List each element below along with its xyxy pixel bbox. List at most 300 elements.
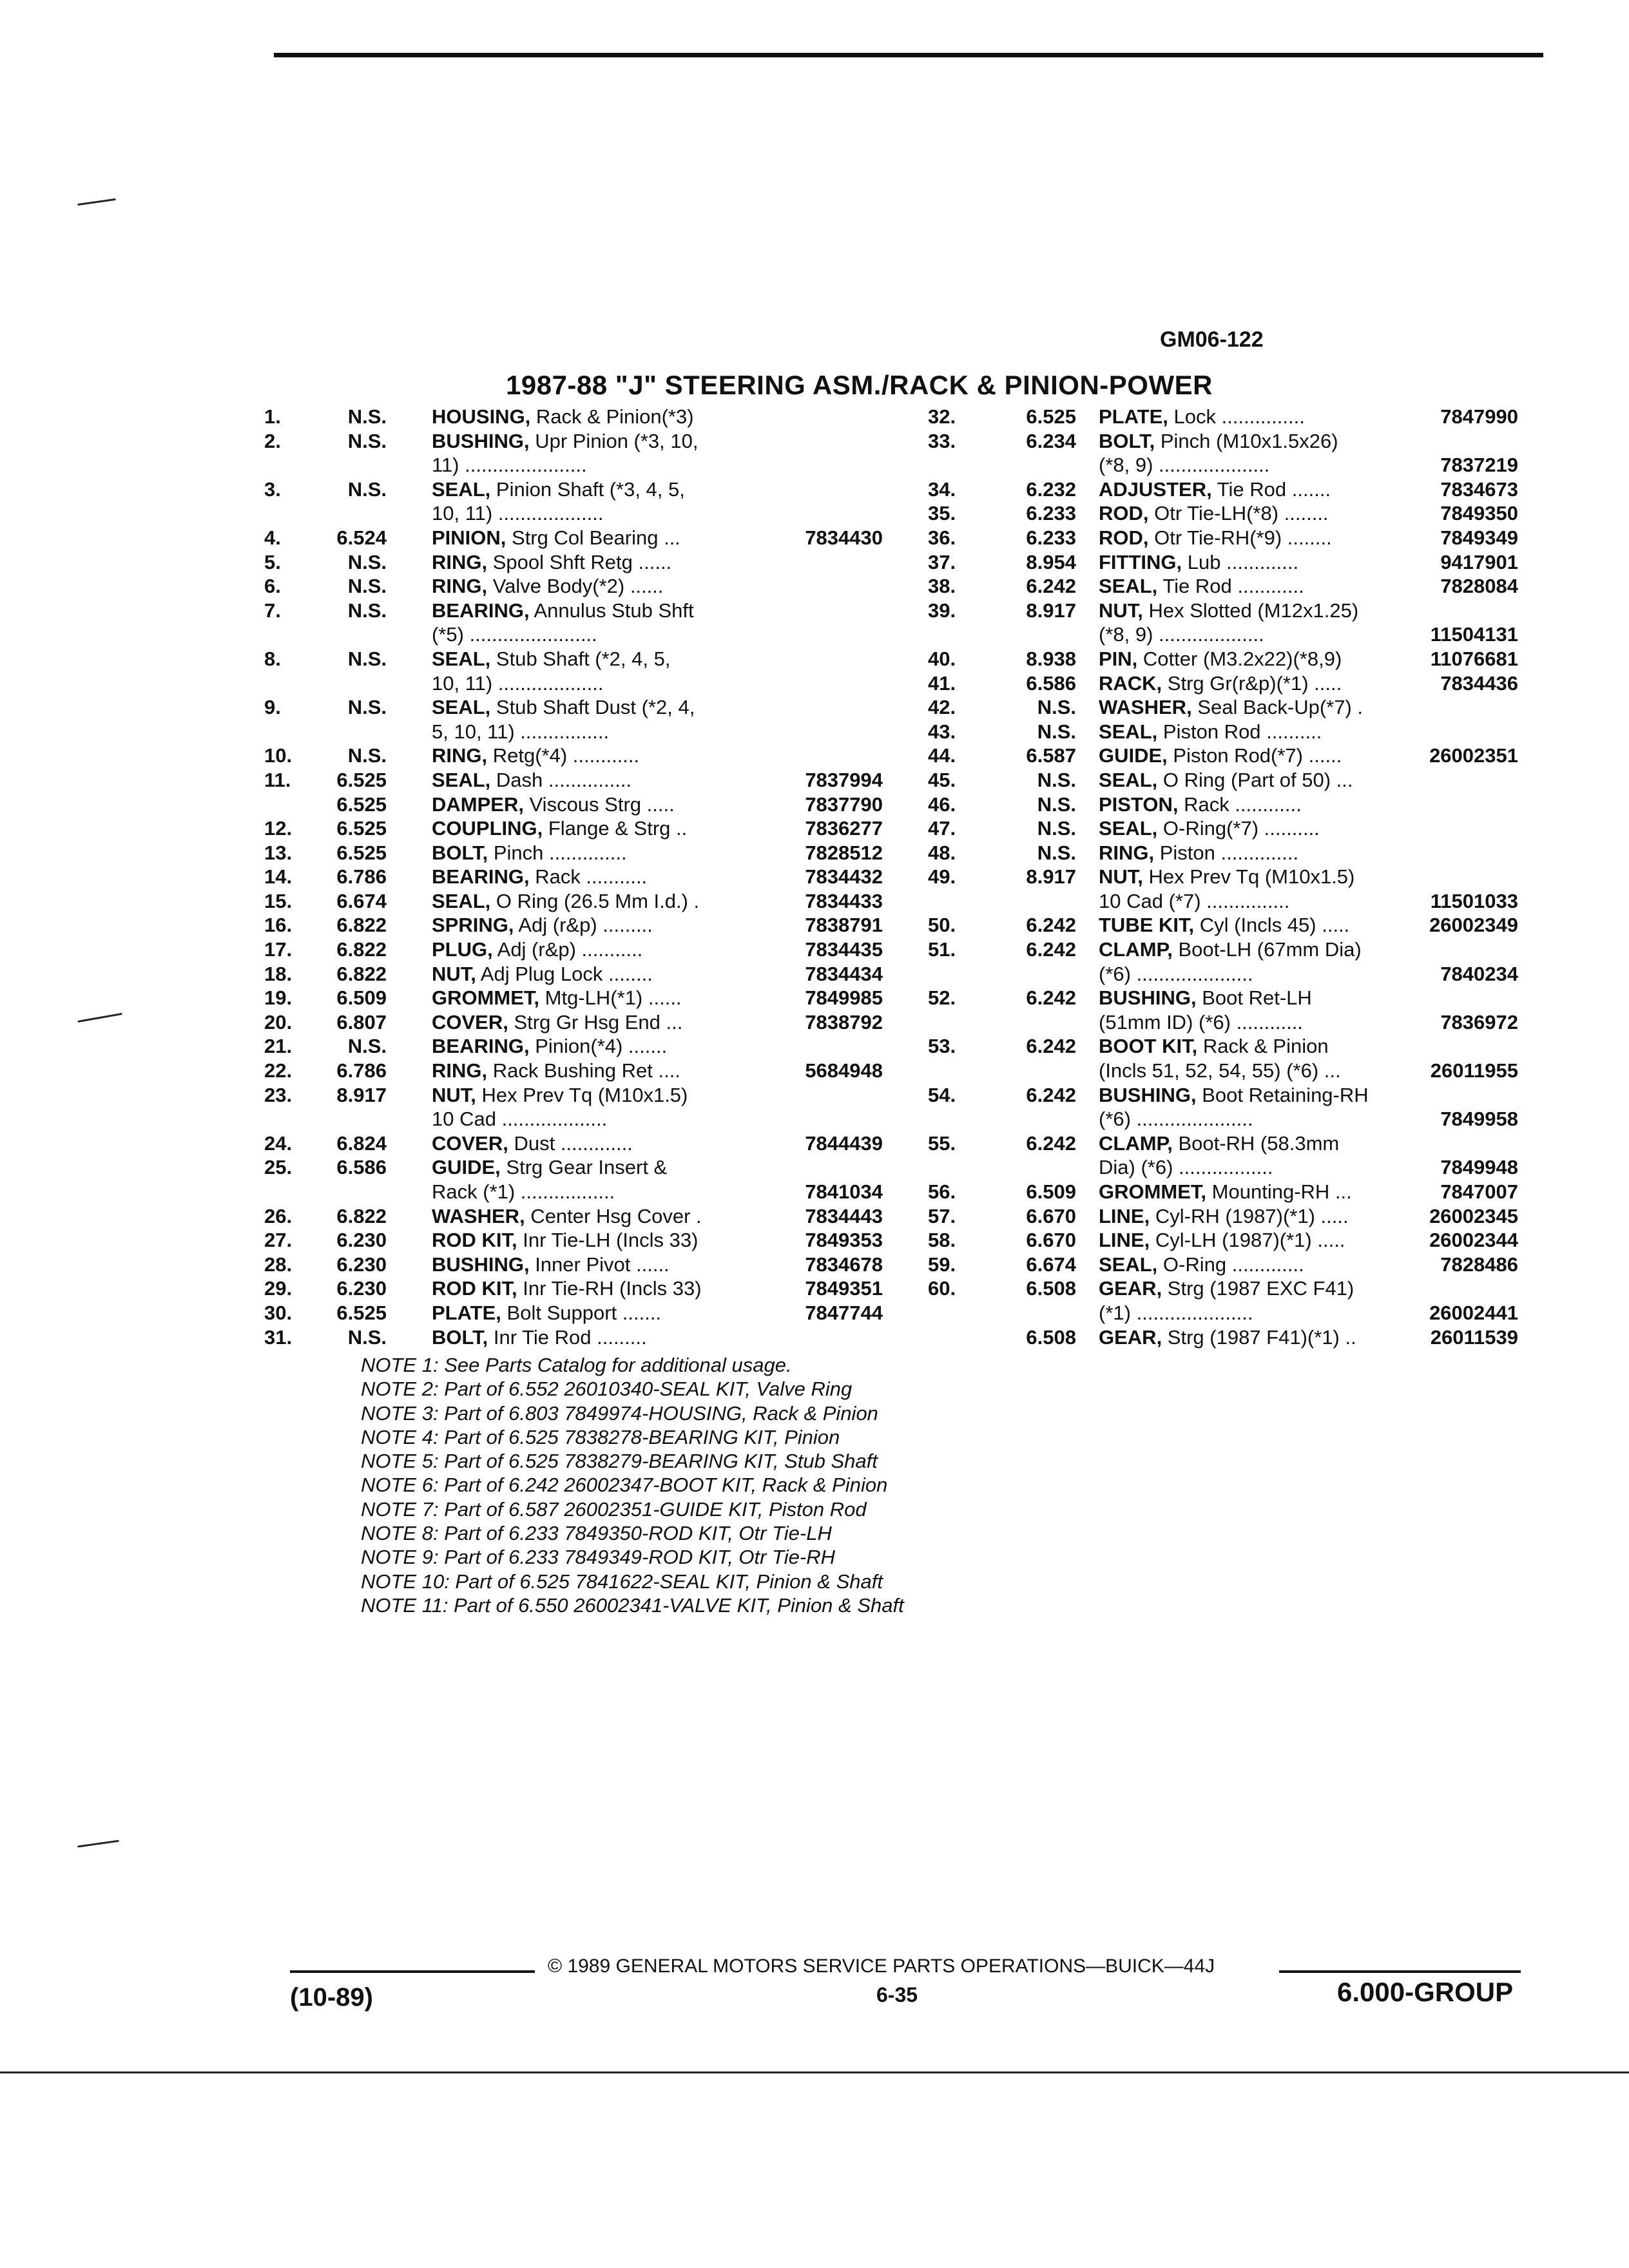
- part-description: [432, 695, 793, 720]
- note-line: NOTE 1: See Parts Catalog for additional usage.: [361, 1354, 792, 1376]
- parts-row: [264, 622, 909, 647]
- part-number: 7847744: [805, 1301, 883, 1324]
- part-name: GEAR,: [1099, 1277, 1162, 1300]
- part-description: [1099, 865, 1460, 889]
- parts-row: [928, 1107, 1540, 1131]
- parts-row: [264, 1253, 909, 1277]
- part-detail: Otr Tie-RH(*9) ........: [1148, 526, 1332, 549]
- part-description: [432, 671, 793, 696]
- parts-row: [264, 647, 909, 671]
- part-description: [1099, 720, 1460, 744]
- part-number: 26011955: [1430, 1059, 1518, 1082]
- part-number: 7834678: [805, 1253, 883, 1276]
- parts-row: [928, 671, 1540, 696]
- parts-row: [928, 865, 1540, 889]
- parts-row: [928, 744, 1540, 768]
- parts-row: [264, 1107, 909, 1131]
- part-detail: Upr Pinion (*3, 10,: [529, 429, 699, 452]
- part-detail: Boot Ret-LH: [1196, 986, 1312, 1010]
- item-number: 30.: [264, 1301, 293, 1324]
- part-detail: (*5) .......................: [432, 623, 597, 646]
- parts-row: [264, 550, 909, 575]
- part-detail: O-Ring .............: [1157, 1253, 1304, 1276]
- parts-row: [264, 962, 909, 986]
- part-number: 7834433: [805, 889, 883, 912]
- part-name: NUT,: [432, 1083, 476, 1106]
- parts-row: [264, 1059, 909, 1083]
- part-name: RING,: [1099, 841, 1155, 864]
- group-code: 6.509: [1026, 1180, 1076, 1203]
- parts-row: [928, 477, 1540, 502]
- group-code: 6.525: [336, 768, 387, 791]
- note-line: NOTE 4: Part of 6.525 7838278-BEARING KIT, Pinion: [361, 1425, 840, 1448]
- part-number: 7849948: [1440, 1156, 1518, 1179]
- part-name: SEAL,: [1099, 1253, 1158, 1276]
- part-description: [1099, 816, 1460, 841]
- part-name: GUIDE,: [1099, 744, 1168, 767]
- parts-row: [928, 1301, 1540, 1325]
- part-detail: Strg Col Bearing ...: [506, 526, 680, 549]
- part-number: 7834673: [1440, 477, 1518, 501]
- part-description: [1099, 1276, 1460, 1301]
- part-detail: Piston Rod(*7) ......: [1167, 744, 1342, 767]
- group-code: 8.938: [1026, 647, 1076, 670]
- parts-row: [264, 1083, 909, 1108]
- part-detail: Flange & Strg ..: [543, 817, 688, 840]
- part-name: PLUG,: [432, 938, 493, 961]
- part-detail: O-Ring(*7) ..........: [1157, 817, 1320, 840]
- part-name: CLAMP,: [1099, 938, 1173, 961]
- part-number: 7849353: [805, 1229, 883, 1252]
- group-code: N.S.: [1037, 793, 1076, 816]
- part-name: HOUSING,: [432, 405, 531, 428]
- note-line: NOTE 11: Part of 6.550 26002341-VALVE KIT, Pinion & Shaft: [361, 1593, 904, 1617]
- parts-row: [264, 1131, 909, 1156]
- parts-row: [264, 453, 909, 477]
- parts-row: [928, 986, 1540, 1010]
- item-number: 37.: [928, 550, 956, 573]
- item-number: 58.: [928, 1229, 956, 1252]
- part-number: 26002344: [1429, 1229, 1518, 1252]
- parts-row: [928, 1253, 1540, 1277]
- part-name: SEAL,: [432, 889, 491, 912]
- part-detail: (*8, 9) ...................: [1099, 623, 1264, 646]
- part-name: GEAR,: [1099, 1325, 1162, 1349]
- part-number: 7844439: [805, 1131, 883, 1155]
- group-code: N.S.: [1037, 696, 1076, 719]
- part-detail: Tie Rod ............: [1157, 575, 1304, 598]
- parts-row: [928, 574, 1540, 599]
- note-line: NOTE 8: Part of 6.233 7849350-ROD KIT, Otr Tie-LH: [361, 1522, 832, 1545]
- parts-row: [264, 1228, 909, 1253]
- parts-row: [928, 599, 1540, 623]
- part-name: LINE,: [1099, 1204, 1150, 1227]
- part-description: [1099, 1083, 1460, 1108]
- part-detail: Annulus Stub Shft: [529, 599, 694, 622]
- item-number: 42.: [928, 696, 956, 719]
- part-description: [1099, 768, 1460, 793]
- part-name: COVER,: [432, 1131, 508, 1155]
- group-code: N.S.: [347, 599, 387, 622]
- parts-row: [928, 1325, 1540, 1350]
- part-number: 7849985: [805, 986, 883, 1010]
- part-number: 11504131: [1430, 623, 1518, 646]
- part-name: GROMMET,: [1099, 1180, 1207, 1203]
- parts-row: [928, 1155, 1540, 1180]
- item-number: 17.: [264, 938, 293, 961]
- part-number: 7841034: [805, 1180, 883, 1203]
- parts-row: [264, 1204, 909, 1229]
- parts-row: [928, 453, 1540, 477]
- group-code: N.S.: [347, 429, 387, 452]
- part-number: 5684948: [805, 1059, 883, 1082]
- parts-row: [928, 647, 1540, 671]
- parts-row: [264, 429, 909, 454]
- item-number: 1.: [264, 405, 281, 428]
- part-detail: Strg (1987 EXC F41): [1162, 1277, 1354, 1300]
- part-detail: Center Hsg Cover .: [525, 1204, 702, 1227]
- group-code: N.S.: [347, 647, 387, 670]
- part-detail: Stub Shaft Dust (*2, 4,: [490, 696, 695, 719]
- part-detail: 10, 11) ...................: [432, 671, 604, 695]
- item-number: 23.: [264, 1083, 293, 1106]
- item-number: 35.: [928, 502, 956, 525]
- part-description: [432, 599, 793, 623]
- part-detail: Adj (r&p) ...........: [492, 938, 643, 961]
- item-number: 11.: [264, 768, 291, 791]
- group-code: 8.917: [336, 1083, 387, 1106]
- item-number: 56.: [928, 1180, 956, 1203]
- parts-row: [928, 1131, 1540, 1156]
- part-name: BUSHING,: [1099, 1083, 1197, 1106]
- group-code: N.S.: [1037, 768, 1076, 791]
- group-code: N.S.: [347, 575, 387, 598]
- group-code: N.S.: [347, 696, 387, 719]
- item-number: 29.: [264, 1277, 293, 1300]
- part-detail: Cyl (Incls 45) .....: [1194, 914, 1350, 937]
- parts-row: [928, 405, 1540, 429]
- parts-row: [928, 1034, 1540, 1059]
- footer-rule-right: [1279, 1970, 1521, 1973]
- item-number: 51.: [928, 938, 956, 961]
- footer-rule-left: [290, 1970, 535, 1973]
- item-number: 43.: [928, 720, 956, 743]
- item-number: 16.: [264, 914, 293, 937]
- part-name: BUSHING,: [1099, 986, 1197, 1010]
- parts-row: [264, 671, 909, 696]
- part-description: [432, 574, 793, 599]
- part-detail: Piston ..............: [1154, 841, 1299, 864]
- part-name: COUPLING,: [432, 817, 543, 840]
- group-code: 6.586: [1026, 671, 1076, 695]
- parts-row: [928, 1228, 1540, 1253]
- part-number: 7836277: [805, 817, 883, 840]
- part-detail: (*1) .....................: [1099, 1301, 1253, 1324]
- item-number: 50.: [928, 914, 956, 937]
- part-detail: Pinch ..............: [488, 841, 627, 864]
- part-detail: Hex Prev Tq (M10x1.5): [476, 1083, 688, 1106]
- part-name: SEAL,: [1099, 720, 1158, 743]
- item-number: 38.: [928, 575, 956, 598]
- scan-mark: [77, 1840, 119, 1847]
- part-name: SPRING,: [432, 914, 514, 937]
- part-number: 11076681: [1430, 647, 1518, 670]
- part-detail: O Ring (26.5 Mm I.d.) .: [490, 889, 700, 912]
- group-code: 6.242: [1026, 938, 1076, 961]
- parts-row: [264, 1034, 909, 1059]
- part-detail: Tie Rod .......: [1211, 477, 1331, 501]
- parts-row: [928, 841, 1540, 865]
- part-description: [432, 1107, 793, 1131]
- part-name: WASHER,: [1099, 696, 1192, 719]
- parts-row: [264, 1325, 909, 1350]
- part-name: PIN,: [1099, 647, 1138, 670]
- item-number: 49.: [928, 865, 956, 889]
- group-code: 6.242: [1026, 1131, 1076, 1155]
- group-code: N.S.: [1037, 720, 1076, 743]
- part-number: 7837219: [1440, 454, 1518, 477]
- group-code: 6.242: [1026, 1035, 1076, 1058]
- part-detail: Boot-LH (67mm Dia): [1172, 938, 1362, 961]
- part-description: [1099, 429, 1460, 454]
- group-code: 6.587: [1026, 744, 1076, 767]
- item-number: 15.: [264, 889, 293, 912]
- part-detail: Inr Tie-LH (Incls 33): [517, 1229, 699, 1252]
- item-number: 4.: [264, 526, 281, 549]
- bottom-rule: [0, 2071, 1629, 2073]
- part-name: NUT,: [432, 962, 476, 985]
- parts-row: [264, 865, 909, 889]
- part-number: 7834435: [805, 938, 883, 961]
- parts-row: [928, 816, 1540, 841]
- group-code: 6.822: [336, 914, 387, 937]
- part-description: [432, 622, 793, 647]
- group-code: 6.786: [336, 1059, 387, 1082]
- part-description: [432, 1325, 793, 1350]
- part-detail: Lub .............: [1182, 550, 1299, 573]
- part-detail: (*6) .....................: [1099, 962, 1253, 985]
- parts-row: [928, 962, 1540, 986]
- part-name: BEARING,: [432, 865, 530, 889]
- item-number: 22.: [264, 1059, 293, 1082]
- page-number: 6-35: [876, 1983, 918, 2006]
- item-number: 24.: [264, 1131, 293, 1155]
- parts-row: [264, 501, 909, 526]
- parts-row: [928, 1083, 1540, 1108]
- group-code: 6.232: [1026, 477, 1076, 501]
- item-number: 14.: [264, 865, 293, 889]
- part-name: NUT,: [1099, 599, 1143, 622]
- item-number: 6.: [264, 575, 281, 598]
- group-code: 6.234: [1026, 429, 1076, 452]
- item-number: 21.: [264, 1035, 293, 1058]
- item-number: 39.: [928, 599, 956, 622]
- group-code: 6.525: [336, 817, 387, 840]
- part-detail: Strg Gr(r&p)(*1) .....: [1162, 671, 1342, 695]
- part-detail: O Ring (Part of 50) ...: [1157, 768, 1353, 791]
- group-code: N.S.: [347, 477, 387, 501]
- parts-row: [264, 720, 909, 744]
- parts-row: [928, 720, 1540, 744]
- item-number: 9.: [264, 696, 281, 719]
- item-number: 25.: [264, 1156, 293, 1179]
- group-code: 6.524: [336, 526, 387, 549]
- group-code: 6.822: [336, 1204, 387, 1227]
- part-number: 7828084: [1440, 575, 1518, 598]
- group-code: 6.233: [1026, 502, 1076, 525]
- part-number: 7837994: [805, 768, 883, 791]
- part-detail: Inr Tie Rod .........: [488, 1325, 647, 1349]
- part-name: BUSHING,: [432, 429, 530, 452]
- date-code: (10-89): [290, 1983, 373, 2012]
- group-code: 6.525: [336, 1301, 387, 1324]
- part-detail: Mounting-RH ...: [1206, 1180, 1352, 1203]
- group-code: 6.786: [336, 865, 387, 889]
- part-detail: Boot-RH (58.3mm: [1172, 1131, 1340, 1155]
- parts-row: [928, 889, 1540, 914]
- group-code: 6.233: [1026, 526, 1076, 549]
- part-name: ADJUSTER,: [1099, 477, 1212, 501]
- part-name: ROD,: [1099, 526, 1149, 549]
- part-number: 7849351: [805, 1277, 883, 1300]
- item-number: 8.: [264, 647, 281, 670]
- part-description: [432, 405, 793, 429]
- item-number: 32.: [928, 405, 956, 428]
- part-detail: Mtg-LH(*1) ......: [539, 986, 682, 1010]
- group-code: 6.822: [336, 962, 387, 985]
- parts-row: [264, 768, 909, 793]
- part-number: 7834443: [805, 1204, 883, 1227]
- parts-row: [928, 1180, 1540, 1204]
- part-name: BUSHING,: [432, 1253, 530, 1276]
- group-code: 6.242: [1026, 986, 1076, 1010]
- part-detail: Hex Prev Tq (M10x1.5): [1142, 865, 1355, 889]
- part-description: [1099, 937, 1460, 962]
- part-name: PINION,: [432, 526, 506, 549]
- part-number: 7834432: [805, 865, 883, 889]
- part-name: ROD KIT,: [432, 1229, 517, 1252]
- note-line: NOTE 7: Part of 6.587 26002351-GUIDE KIT, Piston Rod: [361, 1497, 867, 1521]
- item-number: 33.: [928, 429, 956, 452]
- item-number: 5.: [264, 550, 281, 573]
- part-detail: Inner Pivot ......: [529, 1253, 670, 1276]
- part-detail: (*8, 9) ....................: [1099, 454, 1270, 477]
- part-number: 7836972: [1440, 1010, 1518, 1033]
- part-number: 26002351: [1429, 744, 1518, 767]
- part-name: ROD KIT,: [432, 1277, 517, 1300]
- part-number: 7837790: [805, 793, 883, 816]
- part-name: SEAL,: [1099, 575, 1158, 598]
- part-name: RING,: [432, 1059, 488, 1082]
- part-name: GUIDE,: [432, 1156, 501, 1179]
- part-detail: Dia) (*6) .................: [1099, 1156, 1273, 1179]
- group-code: 6.230: [336, 1253, 387, 1276]
- part-detail: Strg (1987 F41)(*1) ..: [1162, 1325, 1356, 1349]
- item-number: 13.: [264, 841, 293, 864]
- part-description: [1099, 1034, 1460, 1059]
- part-detail: Valve Body(*2) ......: [487, 575, 664, 598]
- part-name: BEARING,: [432, 599, 530, 622]
- part-name: SEAL,: [432, 477, 491, 501]
- part-description: [432, 429, 793, 454]
- part-name: SEAL,: [432, 647, 491, 670]
- part-name: RING,: [432, 550, 488, 573]
- group-code: 6.242: [1026, 914, 1076, 937]
- part-number: 7849350: [1440, 502, 1518, 525]
- part-detail: Stub Shaft (*2, 4, 5,: [490, 647, 671, 670]
- part-detail: Cyl-RH (1987)(*1) .....: [1150, 1204, 1349, 1227]
- part-number: 11501033: [1430, 889, 1518, 912]
- part-detail: Dust .............: [508, 1131, 633, 1155]
- part-number: 26002441: [1429, 1301, 1518, 1324]
- parts-row: [928, 1059, 1540, 1083]
- group-code: 6.509: [336, 986, 387, 1010]
- group-code: 6.230: [336, 1229, 387, 1252]
- part-name: DAMPER,: [432, 793, 524, 816]
- item-number: 47.: [928, 817, 956, 840]
- part-name: RING,: [432, 744, 488, 767]
- item-number: 20.: [264, 1010, 293, 1033]
- part-description: [1099, 599, 1460, 623]
- part-name: PLATE,: [432, 1301, 501, 1324]
- part-name: RING,: [432, 575, 488, 598]
- parts-row: [264, 405, 909, 429]
- group-code: N.S.: [347, 1325, 387, 1349]
- part-detail: Pinion Shaft (*3, 4, 5,: [490, 477, 685, 501]
- parts-row: [928, 1010, 1540, 1035]
- group-code: 6.670: [1026, 1204, 1076, 1227]
- part-number: 7834436: [1440, 671, 1518, 695]
- parts-row: [264, 574, 909, 599]
- parts-row: [264, 841, 909, 865]
- group-code: 8.917: [1026, 599, 1076, 622]
- parts-row: [928, 550, 1540, 575]
- part-detail: (51mm ID) (*6) ............: [1099, 1010, 1303, 1033]
- part-detail: Cotter (M3.2x22)(*8,9): [1137, 647, 1342, 670]
- group-code: 6.822: [336, 938, 387, 961]
- item-number: 46.: [928, 793, 956, 816]
- part-description: [432, 453, 793, 477]
- part-detail: Bolt Support .......: [501, 1301, 662, 1324]
- parts-list-left: [264, 405, 909, 1349]
- parts-row: [928, 695, 1540, 720]
- part-detail: Seal Back-Up(*7) .: [1191, 696, 1364, 719]
- parts-row: [264, 793, 909, 817]
- page-title: 1987-88 "J" STEERING ASM./RACK & PINION-POWER: [506, 370, 1213, 400]
- part-detail: Pinch (M10x1.5x26): [1155, 429, 1338, 452]
- note-line: NOTE 3: Part of 6.803 7849974-HOUSING, Rack & Pinion: [361, 1401, 878, 1425]
- part-detail: Retg(*4) ............: [487, 744, 640, 767]
- group-code: 6.525: [1026, 405, 1076, 428]
- parts-row: [264, 1276, 909, 1301]
- part-description: [432, 501, 793, 526]
- part-detail: Piston Rod ..........: [1157, 720, 1322, 743]
- part-detail: Cyl-LH (1987)(*1) .....: [1150, 1229, 1345, 1252]
- part-name: SEAL,: [432, 768, 491, 791]
- part-detail: Lock ...............: [1168, 405, 1305, 428]
- part-description: [1099, 695, 1460, 720]
- parts-row: [264, 937, 909, 962]
- group-code: N.S.: [347, 550, 387, 573]
- part-detail: Inr Tie-RH (Incls 33): [517, 1277, 702, 1300]
- part-name: WASHER,: [432, 1204, 525, 1227]
- parts-row: [928, 622, 1540, 647]
- item-number: 57.: [928, 1204, 956, 1227]
- part-detail: Rack ............: [1178, 793, 1302, 816]
- item-number: 40.: [928, 647, 956, 670]
- part-detail: Rack (*1) .................: [432, 1180, 615, 1203]
- part-detail: Rack & Pinion: [1197, 1035, 1329, 1058]
